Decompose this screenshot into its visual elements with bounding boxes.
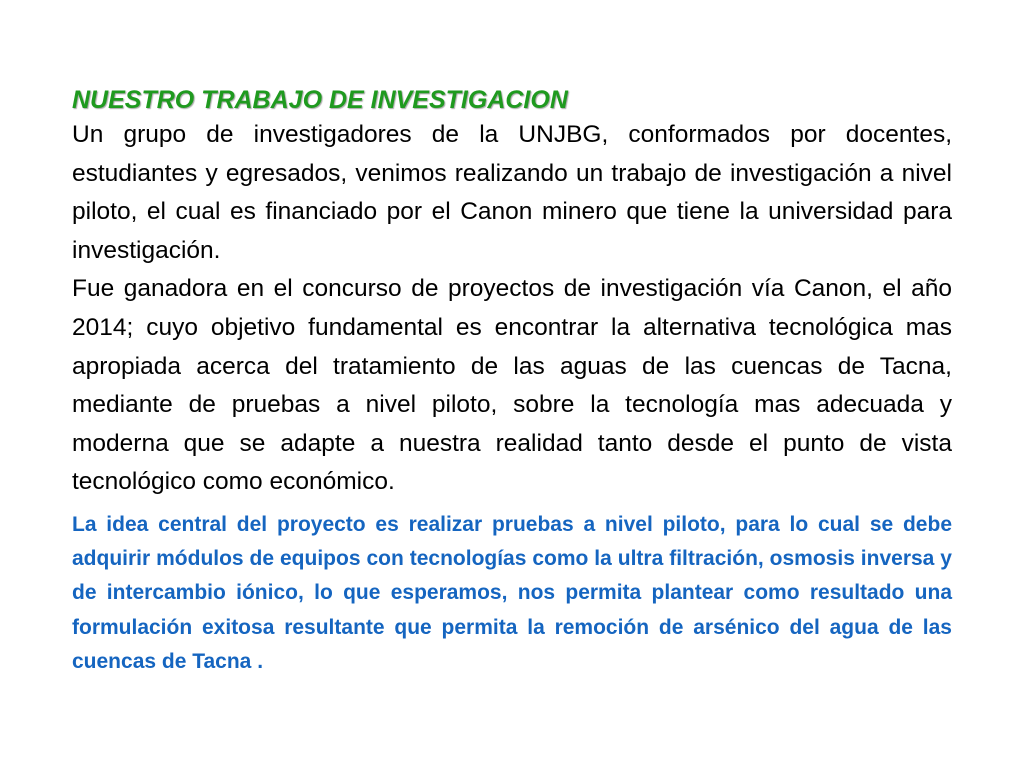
objective-paragraph: Fue ganadora en el concurso de proyectos de investigación vía Canon, el año 2014; cuyo objetivo fundamental es encontrar la alternativa tecnológica mas apropiada acerca del tratamiento de las aguas de las cuencas de Tacna, mediante de pruebas a nivel piloto, sobre la tecnología mas adecuada y moderna que se adapte a nuestra realidad tanto desde el punto de vista tecnológico como económico.	[72, 275, 952, 496]
intro-paragraph: Un grupo de investigadores de la UNJBG, conformados por docentes, estudiantes y egresados, venimos realizando un trabajo de investigación a nivel piloto, el cual es financiado por el Canon minero que tiene la universidad para investigación.	[72, 121, 952, 264]
central-idea-paragraph: La idea central del proyecto es realizar pruebas a nivel piloto, para lo cual se debe adquirir módulos de equipos con tecnologías como la ultra filtración, osmosis inversa y de intercambio iónico, lo que esperamos, nos permita plantear como resultado una formulación exitosa resultante que permita la remoción de arsénico del agua de las cuencas de Tacna .	[72, 512, 952, 673]
slide-title: NUESTRO TRABAJO DE INVESTIGACION	[72, 86, 568, 114]
